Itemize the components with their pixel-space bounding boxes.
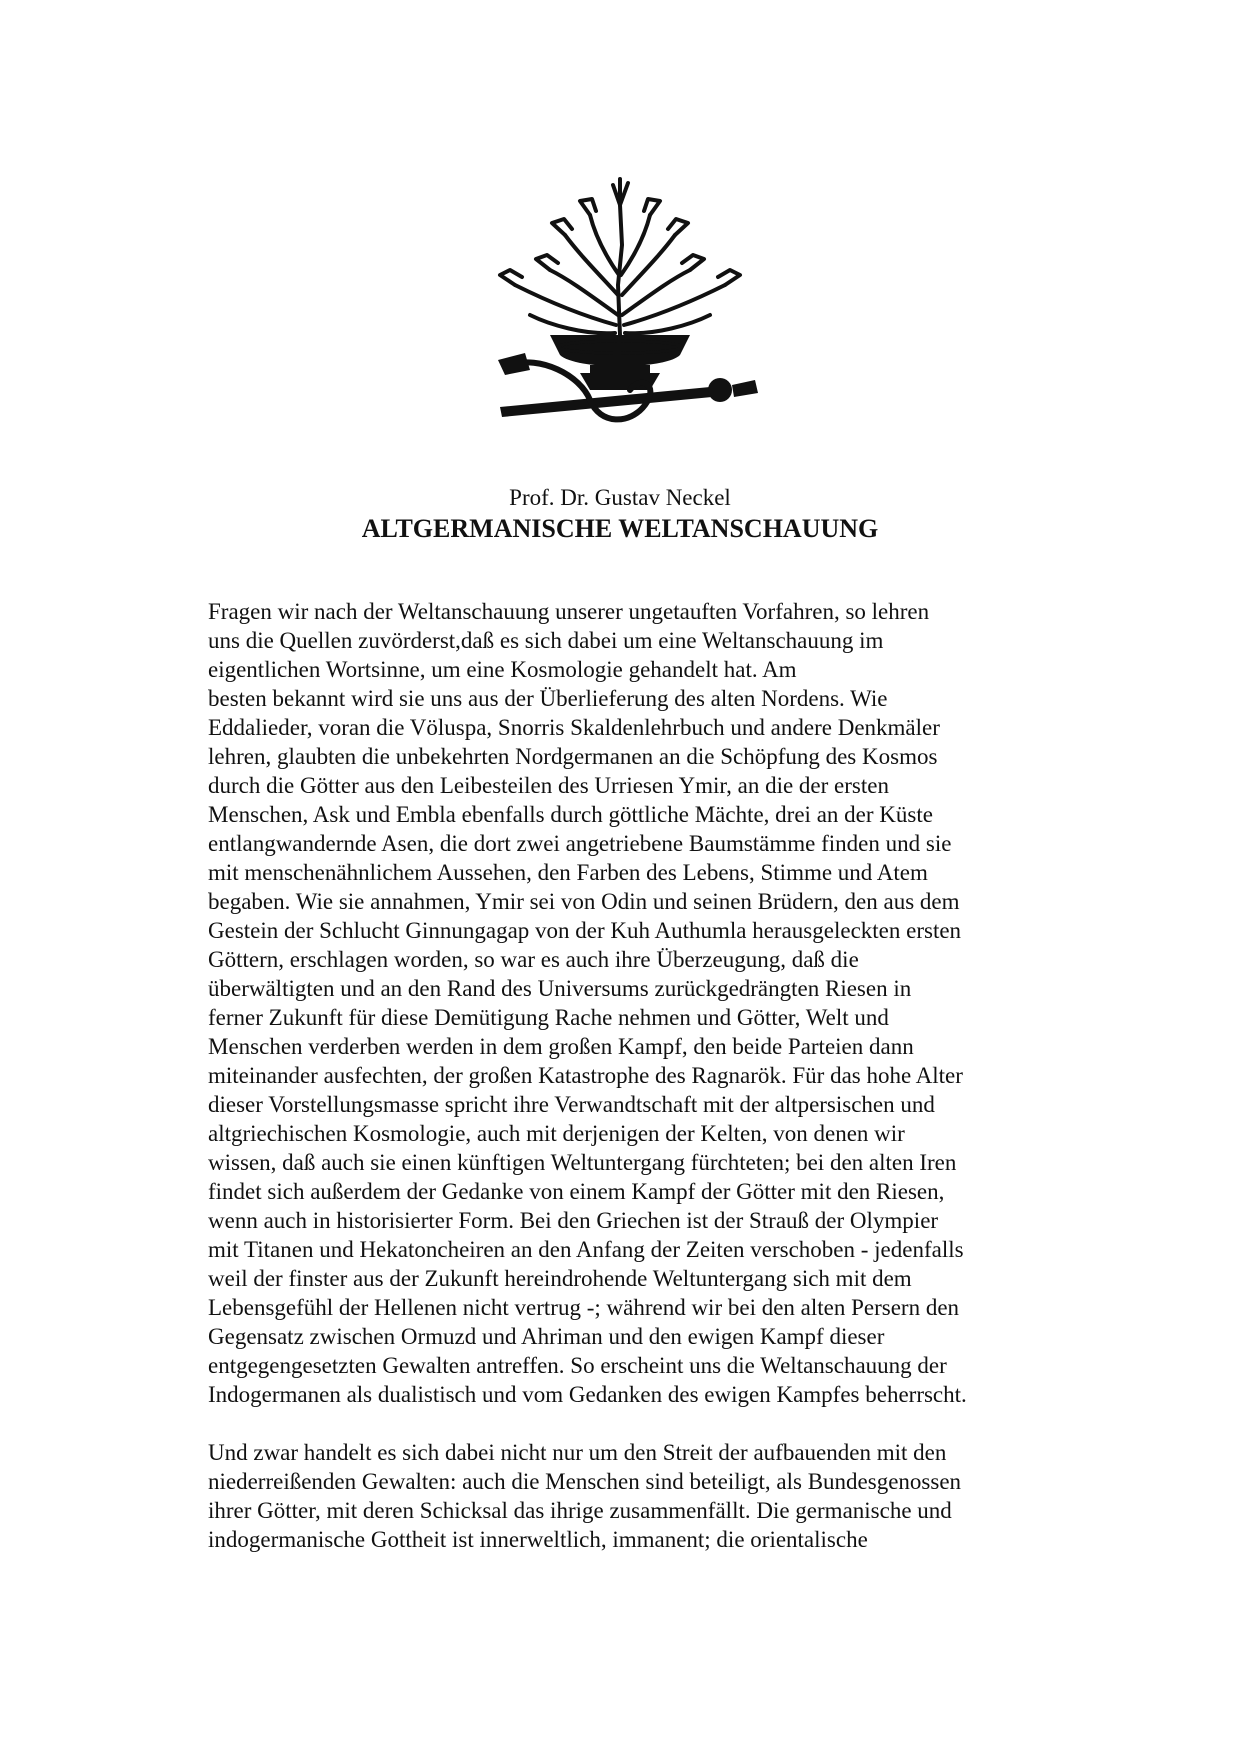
paragraph xyxy=(208,597,1058,1409)
text-line: weil der finster aus der Zukunft hereindrohende Weltuntergang sich mit dem xyxy=(208,1266,912,1291)
text-line: ihrer Götter, mit deren Schicksal das ihrige zusammenfällt. Die germanische und xyxy=(208,1498,952,1523)
text-line: Menschen, Ask und Embla ebenfalls durch göttliche Mächte, drei an der Küste xyxy=(208,802,933,827)
text-line: Indogermanen als dualistisch und vom Gedanken des ewigen Kampfes beherrscht. xyxy=(208,1382,967,1407)
text-line: Göttern, erschlagen worden, so war es auch ihre Überzeugung, daß die xyxy=(208,947,859,972)
text-line: Gegensatz zwischen Ormuzd und Ahriman und den ewigen Kampf dieser xyxy=(208,1324,885,1349)
text-line: überwältigten und an den Rand des Universums zurückgedrängten Riesen in xyxy=(208,976,912,1001)
author-line: Prof. Dr. Gustav Neckel xyxy=(509,485,731,510)
paragraph xyxy=(208,1438,1058,1554)
text-line: wenn auch in historisierter Form. Bei den Griechen ist der Strauß der Olympier xyxy=(208,1208,939,1233)
text-line: eigentlichen Wortsinne, um eine Kosmologie gehandelt hat. Am xyxy=(208,657,797,682)
text-line: Fragen wir nach der Weltanschauung unserer ungetauften Vorfahren, so lehren xyxy=(208,599,930,624)
paragraph-gap xyxy=(208,1409,1058,1438)
text-line: durch die Götter aus den Leibesteilen des Urriesen Ymir, an die der ersten xyxy=(208,773,889,798)
text-line: altgriechischen Kosmologie, auch mit derjenigen der Kelten, von denen wir xyxy=(208,1121,905,1146)
text-line: Menschen verderben werden in dem großen Kampf, den beide Parteien dann xyxy=(208,1034,914,1059)
text-line: uns die Quellen zuvörderst,daß es sich dabei um eine Weltanschauung im xyxy=(208,628,884,653)
tree-of-serpents-emblem-icon xyxy=(470,175,770,475)
body-text xyxy=(208,597,1058,1554)
text-line: Und zwar handelt es sich dabei nicht nur um den Streit der aufbauenden mit den xyxy=(208,1440,947,1465)
text-line: findet sich außerdem der Gedanke von einem Kampf der Götter mit den Riesen, xyxy=(208,1179,945,1204)
text-line: ferner Zukunft für diese Demütigung Rache nehmen und Götter, Welt und xyxy=(208,1005,889,1030)
text-line: Eddalieder, voran die Völuspa, Snorris Skaldenlehrbuch und andere Denkmäler xyxy=(208,715,940,740)
document-title: ALTGERMANISCHE WELTANSCHAUUNG xyxy=(361,514,879,543)
text-line: niederreißenden Gewalten: auch die Menschen sind beteiligt, als Bundesgenossen xyxy=(208,1469,962,1494)
text-line: dieser Vorstellungsmasse spricht ihre Verwandtschaft mit der altpersischen und xyxy=(208,1092,935,1117)
text-line: Lebensgefühl der Hellenen nicht vertrug -; während wir bei den alten Persern den xyxy=(208,1295,960,1320)
text-line: indogermanische Gottheit ist innerweltlich, immanent; die orientalische xyxy=(208,1527,868,1552)
text-line: entlangwandernde Asen, die dort zwei angetriebene Baumstämme finden und sie xyxy=(208,831,952,856)
text-line: Gestein der Schlucht Ginnungagap von der Kuh Authumla herausgeleckten ersten xyxy=(208,918,962,943)
text-line: begaben. Wie sie annahmen, Ymir sei von Odin und seinen Brüdern, den aus dem xyxy=(208,889,960,914)
text-line: entgegengesetzten Gewalten antreffen. So erscheint uns die Weltanschauung der xyxy=(208,1353,947,1378)
text-line: mit menschenähnlichem Aussehen, den Farben des Lebens, Stimme und Atem xyxy=(208,860,928,885)
text-line: miteinander ausfechten, der großen Katastrophe des Ragnarök. Für das hohe Alter xyxy=(208,1063,963,1088)
text-line: besten bekannt wird sie uns aus der Überlieferung des alten Nordens. Wie xyxy=(208,686,888,711)
text-line: wissen, daß auch sie einen künftigen Weltuntergang fürchteten; bei den alten Iren xyxy=(208,1150,957,1175)
text-line: lehren, glaubten die unbekehrten Nordgermanen an die Schöpfung des Kosmos xyxy=(208,744,938,769)
text-line: mit Titanen und Hekatoncheiren an den Anfang der Zeiten verschoben - jedenfalls xyxy=(208,1237,964,1262)
